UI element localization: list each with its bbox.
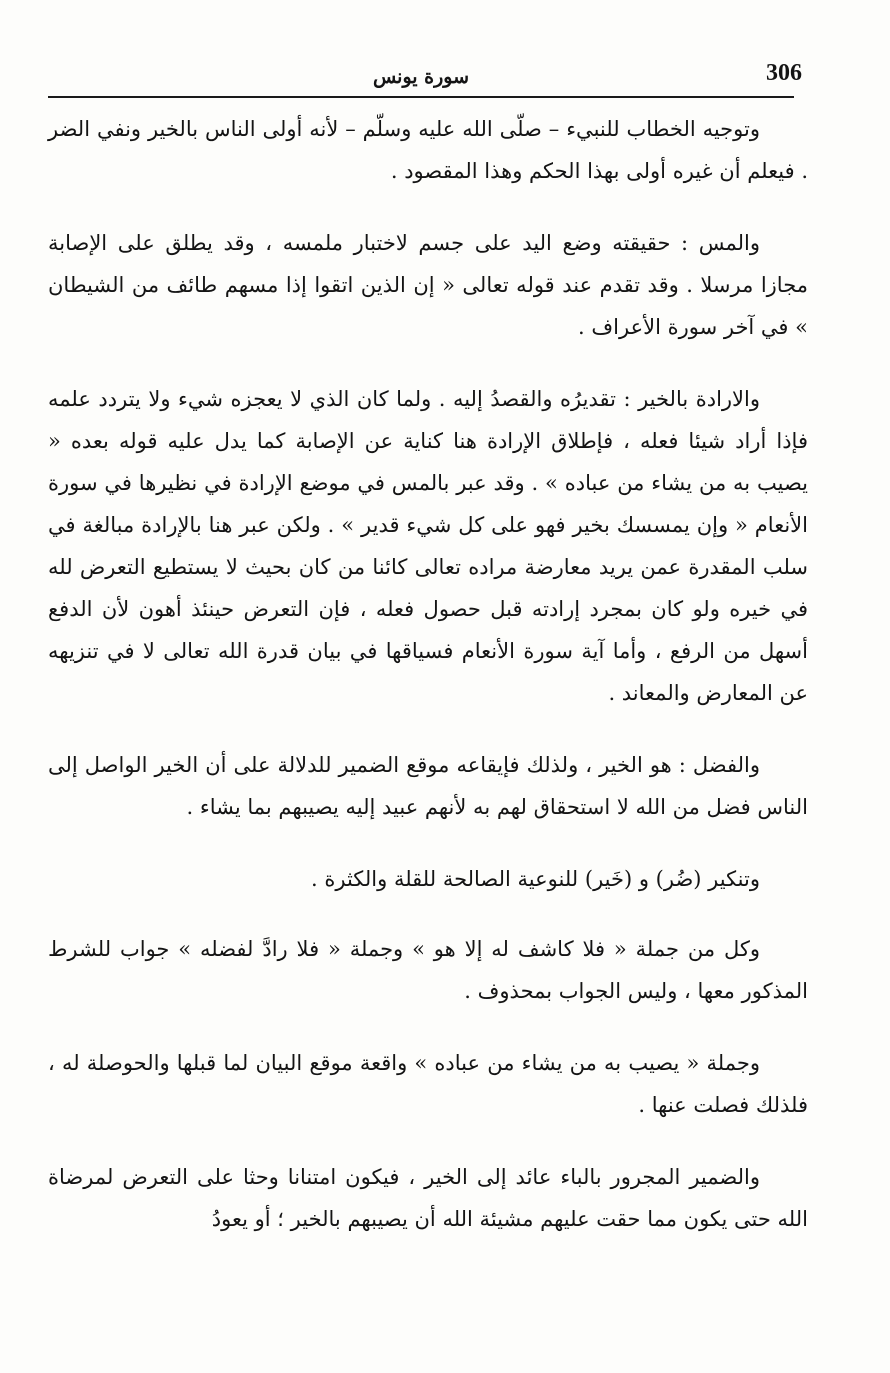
body-text xyxy=(48,108,808,1270)
page-number: 306 xyxy=(766,60,802,86)
paragraph: وجملة « يصيب به من يشاء من عباده » واقعة موقع البيان لما قبلها والحوصلة له ، فلذلك فصلت عنها . xyxy=(48,1051,808,1117)
paragraph: وتوجيه الخطاب للنبيء – صلّى الله عليه وسلّم – لأنه أولى الناس بالخير ونفي الضر . فيعلم أن غيره أولى بهذا الحكم وهذا المقصود . xyxy=(48,117,808,183)
page-header xyxy=(48,52,802,98)
paragraph: وتنكير (ضُر) و (خَير) للنوعية الصالحة للقلة والكثرة . xyxy=(311,867,760,891)
paragraph: وكل من جملة « فلا كاشف له إلا هو » وجملة « فلا رادَّ لفضله » جواب للشرط المذكور معها ، وليس الجواب بمحذوف . xyxy=(48,937,808,1003)
paragraph: والمس : حقيقته وضع اليد على جسم لاختبار ملمسه ، وقد يطلق على الإصابة مجازا مرسلا . وقد تقدم عند قوله تعالى « إن الذين اتقوا إذا مسهم طائف من الشيطان » في آخر سورة الأعراف . xyxy=(48,231,808,339)
paragraph: والارادة بالخير : تقديرُه والقصدُ إليه . ولما كان الذي لا يعجزه شيء ولا يتردد علمه فإذا أراد شيئا فعله ، فإطلاق الإرادة هنا كناية عن الإصابة كما يدل عليه قوله بعده « يصيب به من يشاء من عباده » . وقد عبر بالمس في موضع الإرادة في نظيرها في سورة الأنعام « وإن يمسسك بخير فهو على كل شيء قدير » . ولكن عبر هنا بالإرادة مبالغة في سلب المقدرة عمن يريد معارضة مراده تعالى كائنا من كان بحيث لا يستطيع التعرض لله في خيره ولو كان بمجرد إرادته قبل حصول فعله ، فإن التعرض حينئذ أهون لأن الدفع أسهل من الرفع ، وأما آية سورة الأنعام فسياقها في بيان قدرة الله تعالى لا في تنزيهه عن المعارض والمعاند . xyxy=(48,387,808,705)
running-head: سورة يونس xyxy=(372,66,470,88)
paragraph: والفضل : هو الخير ، ولذلك فإيقاعه موقع الضمير للدلالة على أن الخير الواصل إلى الناس فضل من الله لا استحقاق لهم به لأنهم عبيد إليه يصيبهم بما يشاء . xyxy=(48,753,808,819)
paragraph: والضمير المجرور بالباء عائد إلى الخير ، فيكون امتنانا وحثا على التعرض لمرضاة الله حتى يكون مما حقت عليهم مشيئة الله أن يصيبهم بالخير ؛ أو يعودُ xyxy=(48,1165,808,1231)
